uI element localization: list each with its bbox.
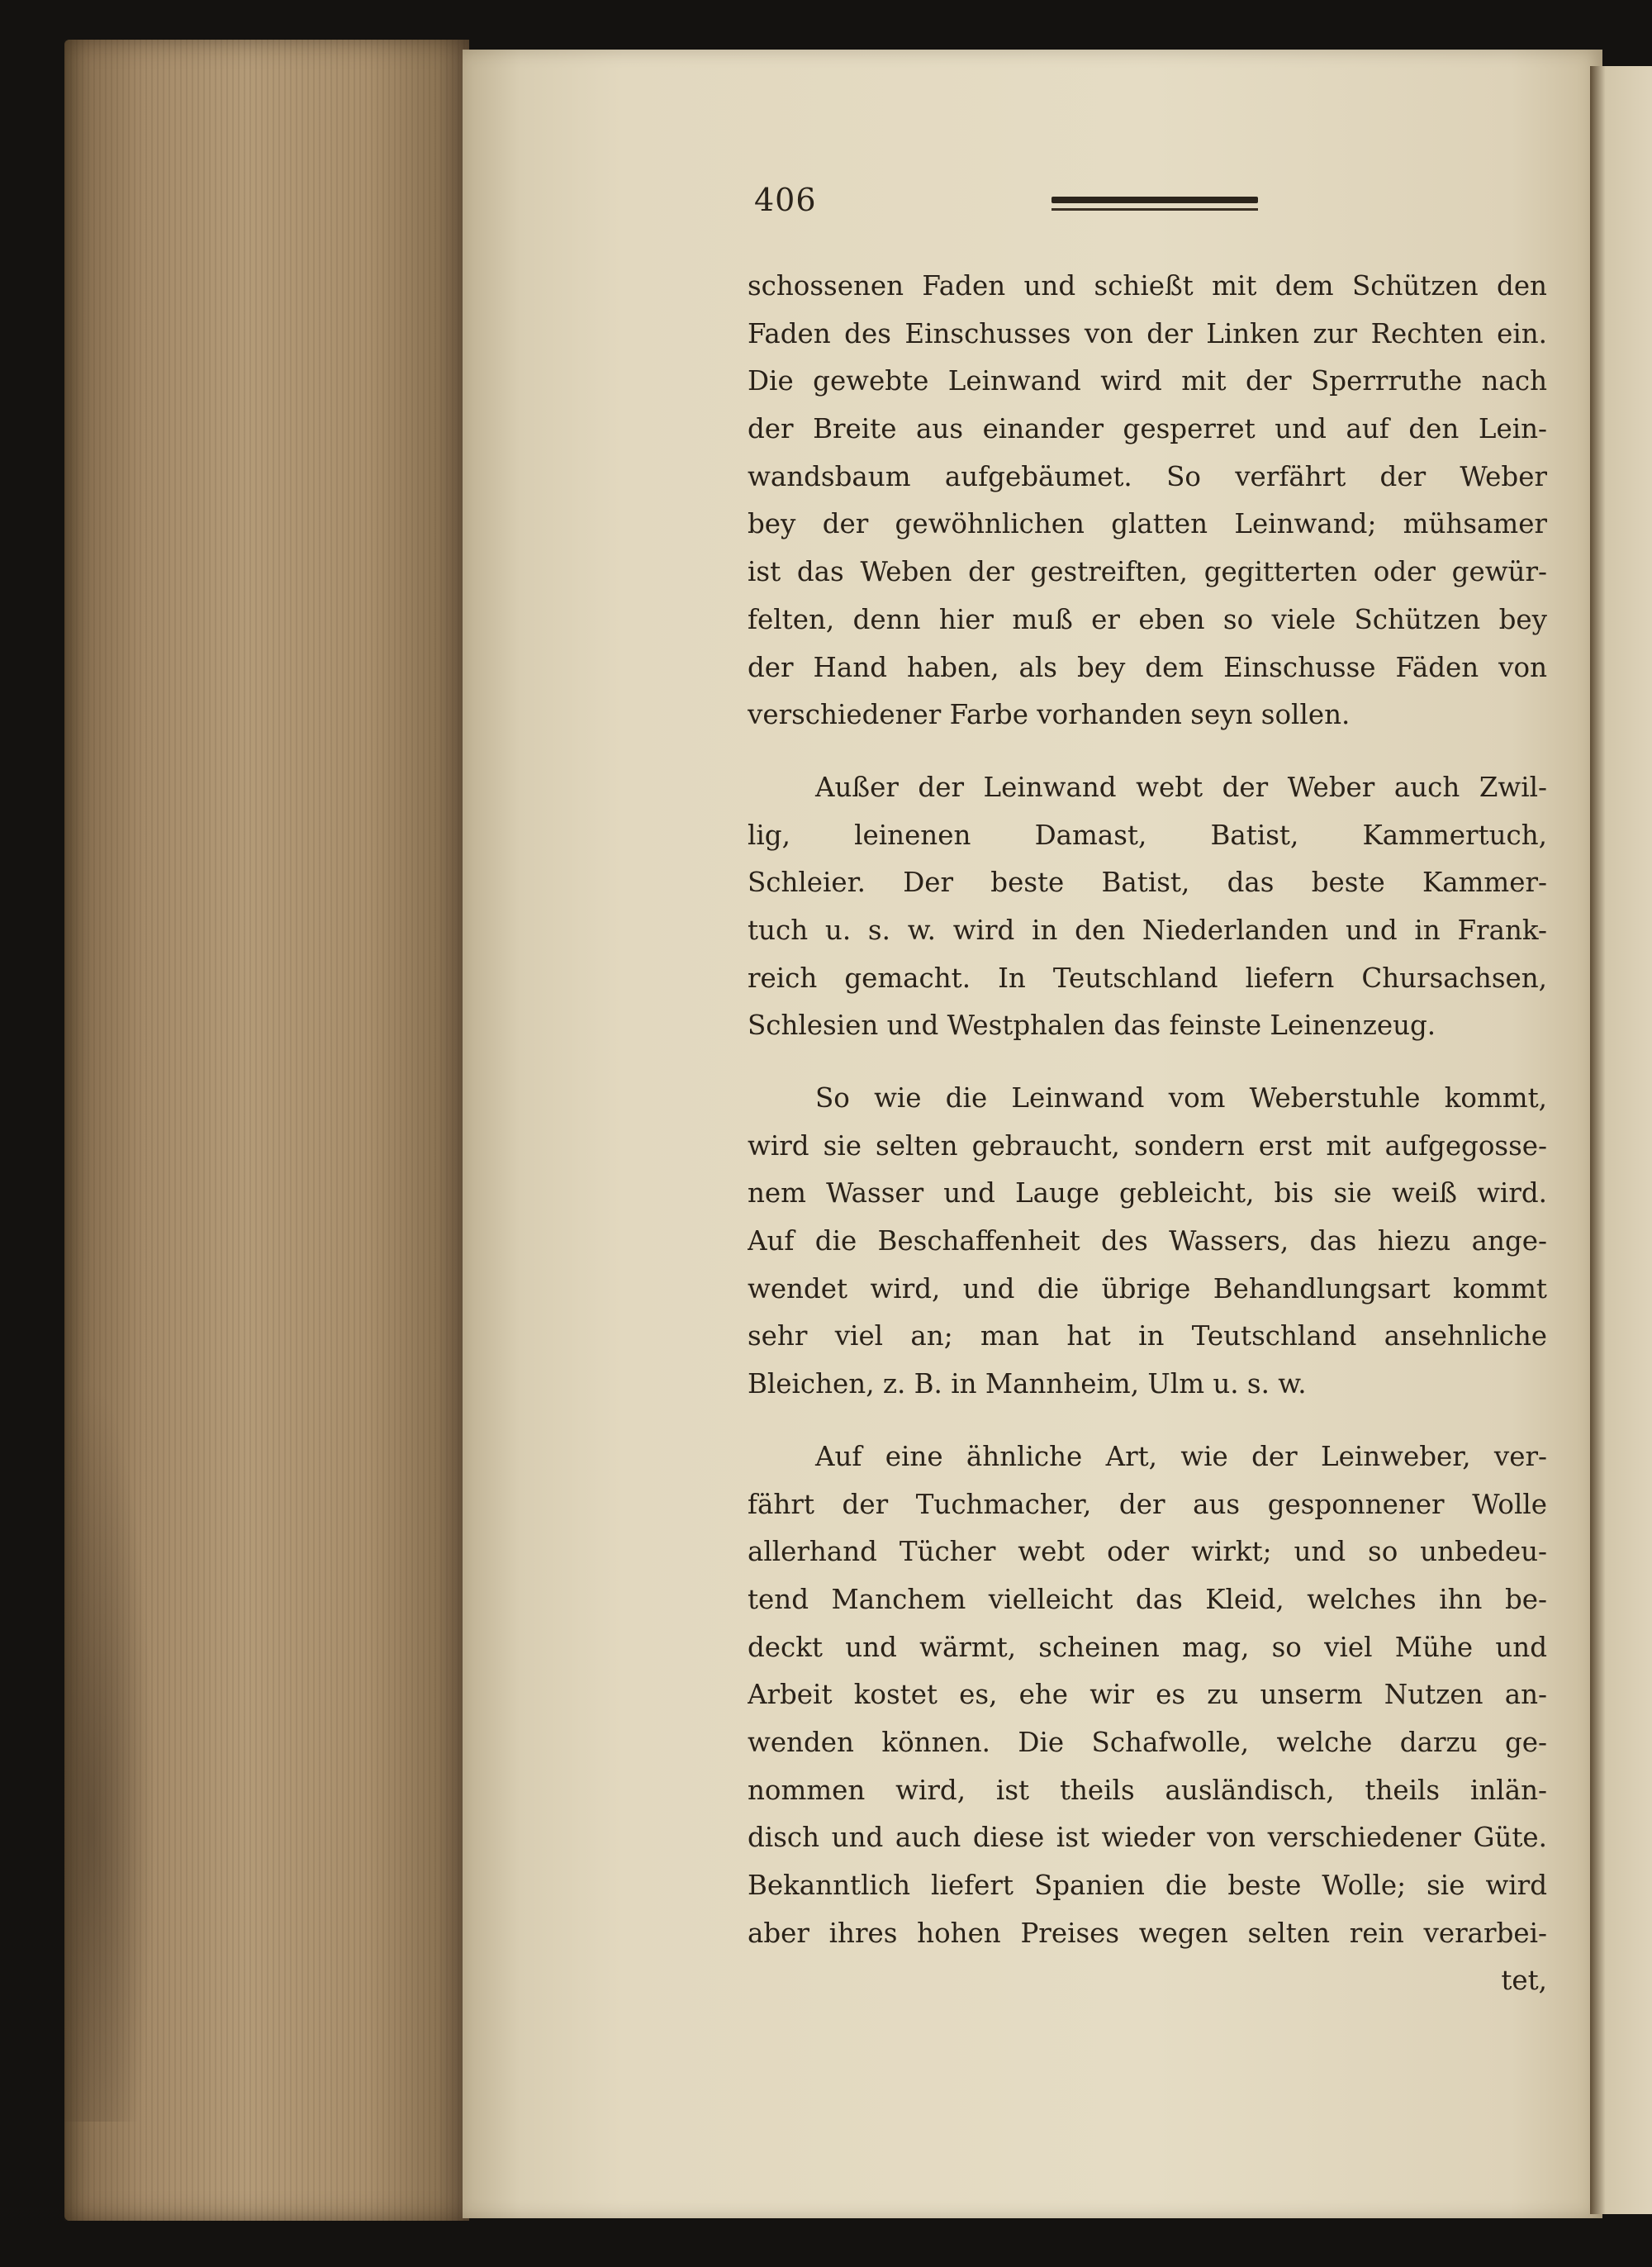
text-line: Bleichen, z. B. in Mannheim, Ulm u. s. w.: [748, 1368, 1307, 1400]
text-line: So wie die Leinwand vom Weberstuhle kommt,: [815, 1082, 1547, 1114]
text-line: der Breite aus einander gesperret und auf den Lein-: [748, 413, 1547, 445]
text-line: reich gemacht. In Teutschland liefern Chursachsen,: [748, 962, 1547, 994]
catchword: tet,: [1501, 1965, 1547, 1997]
book-page-edges: [64, 40, 469, 2221]
paragraph-3: [748, 1075, 1547, 1409]
text-line: verschiedener Farbe vorhanden seyn sollen.: [748, 699, 1351, 731]
page-edge-stain: [64, 1378, 155, 2122]
text-line: allerhand Tücher webt oder wirkt; und so unbedeu-: [748, 1536, 1547, 1568]
text-line: Faden des Einschusses von der Linken zur Rechten ein.: [748, 317, 1547, 349]
text-line: schossenen Faden und schießt mit dem Schützen den: [748, 270, 1547, 302]
text-line: wenden können. Die Schafwolle, welche darzu ge-: [748, 1726, 1547, 1758]
paragraph-4: [748, 1433, 1547, 2005]
text-line: bey der gewöhnlichen glatten Leinwand; mühsamer: [748, 508, 1547, 540]
text-line: wendet wird, und die übrige Behandlungsart kommt: [748, 1272, 1547, 1305]
text-line: Arbeit kostet es, ehe wir es zu unserm Nutzen an-: [748, 1679, 1547, 1711]
text-line: tend Manchem vielleicht das Kleid, welches ihn be-: [748, 1583, 1547, 1615]
text-line: Bekanntlich liefert Spanien die beste Wolle; sie wird: [748, 1870, 1547, 1901]
page-number: 406: [754, 182, 817, 218]
text-line: sehr viel an; man hat in Teutschland ansehnliche: [748, 1320, 1547, 1352]
text-line: Schleier. Der beste Batist, das beste Kammer-: [748, 867, 1547, 899]
header-rule: [1051, 197, 1258, 203]
header-rule-thin: [1051, 208, 1258, 211]
text-line: Auf eine ähnliche Art, wie der Leinweber, ver-: [815, 1440, 1547, 1472]
text-line: tuch u. s. w. wird in den Niederlanden und in Frank-: [748, 914, 1547, 946]
text-line: wird sie selten gebraucht, sondern erst mit aufgegosse-: [748, 1129, 1547, 1162]
facing-page-edge: [1590, 66, 1652, 2214]
text-line: nommen wird, ist theils ausländisch, theils inlän-: [748, 1774, 1547, 1806]
text-line: lig, leinenen Damast, Batist, Kammertuch,: [748, 819, 1547, 851]
text-line: felten, denn hier muß er eben so viele Schützen bey: [748, 603, 1547, 635]
paragraph-2: [748, 764, 1547, 1050]
text-line: deckt und wärmt, scheinen mag, so viel Mühe und: [748, 1631, 1547, 1663]
body-text: [748, 263, 1547, 2005]
text-line: nem Wasser und Lauge gebleicht, bis sie weiß wird.: [748, 1177, 1547, 1210]
page-header: [754, 182, 1266, 231]
text-line: Schlesien und Westphalen das feinste Leinenzeug.: [748, 1010, 1436, 1042]
text-line: disch und auch diese ist wieder von verschiedener Güte.: [748, 1822, 1547, 1854]
text-line: Die gewebte Leinwand wird mit der Sperrruthe nach: [748, 365, 1547, 397]
text-line: Auf die Beschaffenheit des Wassers, das hiezu ange-: [748, 1225, 1547, 1257]
text-line: aber ihres hohen Preises wegen selten rein verarbei-: [748, 1917, 1547, 1949]
text-line: wandsbaum aufgebäumet. So verfährt der Weber: [748, 460, 1547, 492]
text-line: fährt der Tuchmacher, der aus gesponnener Wolle: [748, 1488, 1547, 1520]
text-line: ist das Weben der gestreiften, gegitterten oder gewür-: [748, 556, 1547, 588]
text-line: der Hand haben, als bey dem Einschusse Fäden von: [748, 651, 1547, 683]
text-line: Außer der Leinwand webt der Weber auch Zwil-: [815, 771, 1547, 803]
paragraph-1: [748, 263, 1547, 739]
